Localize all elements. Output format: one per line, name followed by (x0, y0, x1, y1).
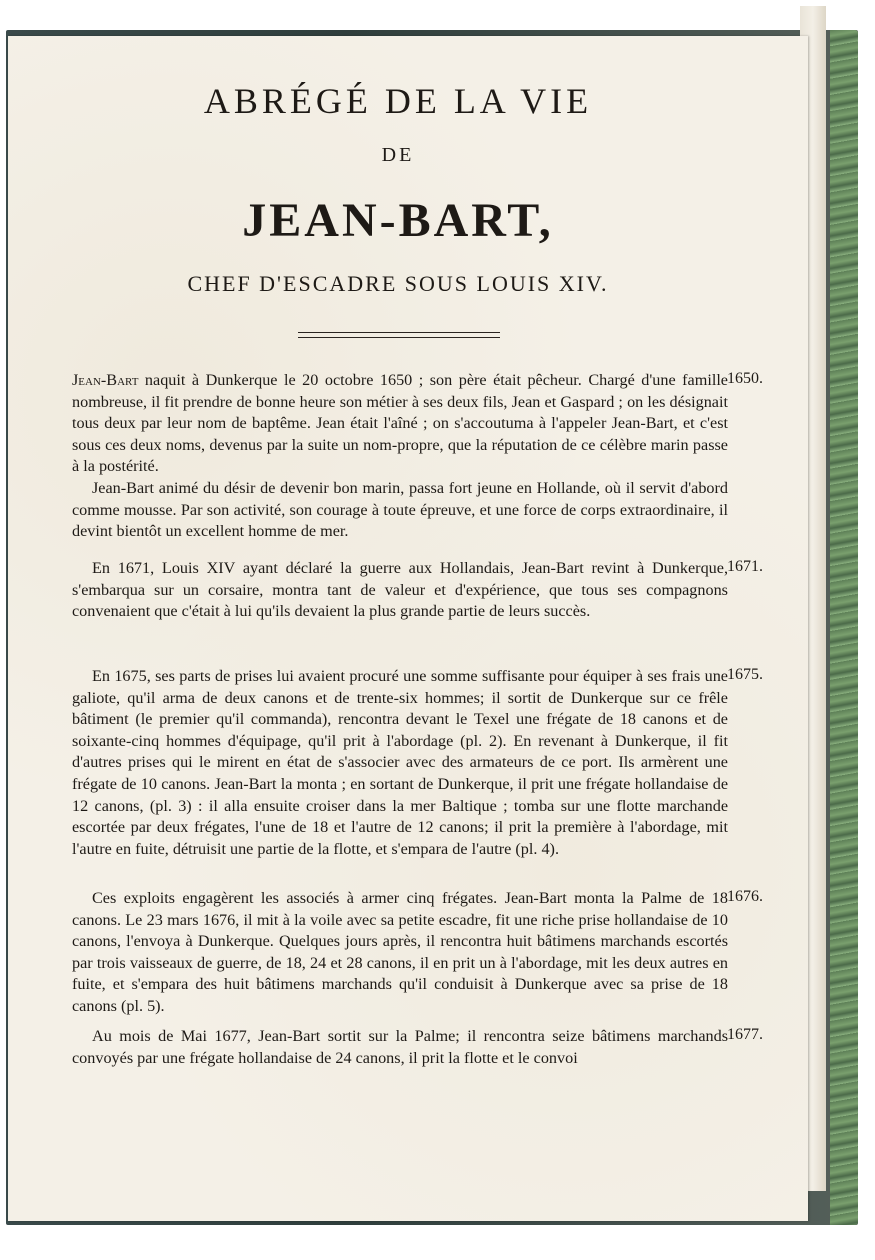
paragraph-4 (72, 888, 728, 1018)
title-subtitle: CHEF D'ESCADRE SOUS LOUIS XIV. (187, 271, 609, 296)
marbled-cover-edge (830, 30, 858, 1225)
paragraph-1b: Jean-Bart animé du désir de devenir bon marin, passa fort jeune en Hollande, où il servit d'abord comme mousse. Par son activité, son courage à toute épreuve, et une force de corps extraordinaire, il devint bientôt un excellent homme de mer. (72, 478, 728, 541)
margin-date-1676: 1676. (727, 888, 763, 905)
title-line-2: DE (381, 144, 415, 166)
margin-date-1677: 1677. (727, 1026, 763, 1043)
title-line-1: ABRÉGÉ DE LA VIE (203, 81, 593, 121)
margin-date-1671: 1671. (727, 558, 763, 575)
paragraph-1 (72, 370, 728, 543)
document-page (8, 36, 808, 1221)
paragraph-4-text: Ces exploits engagèrent les associés à armer cinq frégates. Jean-Bart monta la Palme de 18 canons. Le 23 mars 1676, il mit à la voile avec sa petite escadre, fit une riche prise hollandaise de 10 canons, l'envoya à Dunkerque. Quelques jours après, il rencontra huit bâtimens marchands escortés par trois vaisseaux de guerre, de 18, 24 et 28 canons, il en prit un à l'abordage, mit les deux autres en fuite, et s'empara des huit bâtimens marchands qu'il conduisit à Dunkerque avec sa prise de 18 canons (pl. 5). (72, 889, 728, 1015)
paragraph-2 (72, 558, 728, 623)
paragraph-2-text: En 1671, Louis XIV ayant déclaré la guerre aux Hollandais, Jean-Bart revint à Dunkerque, s'embarqua sur un corsaire, montra tant de valeur et d'expérience, que tous ses compagnons convenaient que c'était à lui qu'ils devaient la plus grande partie de leurs succès. (72, 559, 728, 621)
paragraph-5-text: Au mois de Mai 1677, Jean-Bart sortit sur la Palme; il rencontra seize bâtimens marchands convoyés par une frégate hollandaise de 24 canons, il prit la flotte et le convoi (72, 1027, 728, 1067)
title-divider-rule (298, 332, 500, 338)
paragraph-3 (72, 666, 728, 860)
paragraph-5 (72, 1026, 728, 1069)
paragraph-1a (72, 370, 728, 478)
margin-date-1650: 1650. (727, 370, 763, 387)
paragraph-1a-text: naquit à Dunkerque le 20 octobre 1650 ; son père était pêcheur. Chargé d'une famille nombreuse, il fit prendre de bonne heure son métier à ses deux fils, Jean et Gaspard ; on les désignait tous deux par leur nom de baptême. Jean était l'aîné ; on s'accoutuma à l'appeler Jean-Bart, et c'est sous ces deux noms, devenus par la suite un nom-propre, que la réputation de ce célèbre marin passe à la postérité. (72, 371, 728, 476)
dropcap-name: Jean-Bart (72, 371, 139, 389)
title-name: JEAN-BART, (242, 194, 554, 247)
margin-date-1675: 1675. (727, 666, 763, 683)
paragraph-3-text: En 1675, ses parts de prises lui avaient procuré une somme suffisante pour équiper à ses frais une galiote, qu'il arma de deux canons et de trente-six hommes; il sortit de Dunkerque sur ce frêle bâtiment (le premier qu'il commanda), rencontra devant le Texel une frégate de 18 canons et de soixante-cinq hommes d'équipage, qu'il prit à l'abordage (pl. 2). En revenant à Dunkerque, il fit d'autres prises qui le mirent en état de s'associer avec des armateurs de ce port. Ils armèrent une frégate de 10 canons. Jean-Bart la monta ; en sortant de Dunkerque, il prit une frégate hollandaise de 12 canons, (pl. 3) : il alla ensuite croiser dans la mer Baltique ; tomba sur une flotte marchande escortée par deux frégates, l'une de 18 et l'autre de 12 canons; il prit la première à l'abordage, mit l'autre en fuite, détruisit une partie de la flotte, et s'empara de l'autre (pl. 4). (72, 667, 728, 858)
